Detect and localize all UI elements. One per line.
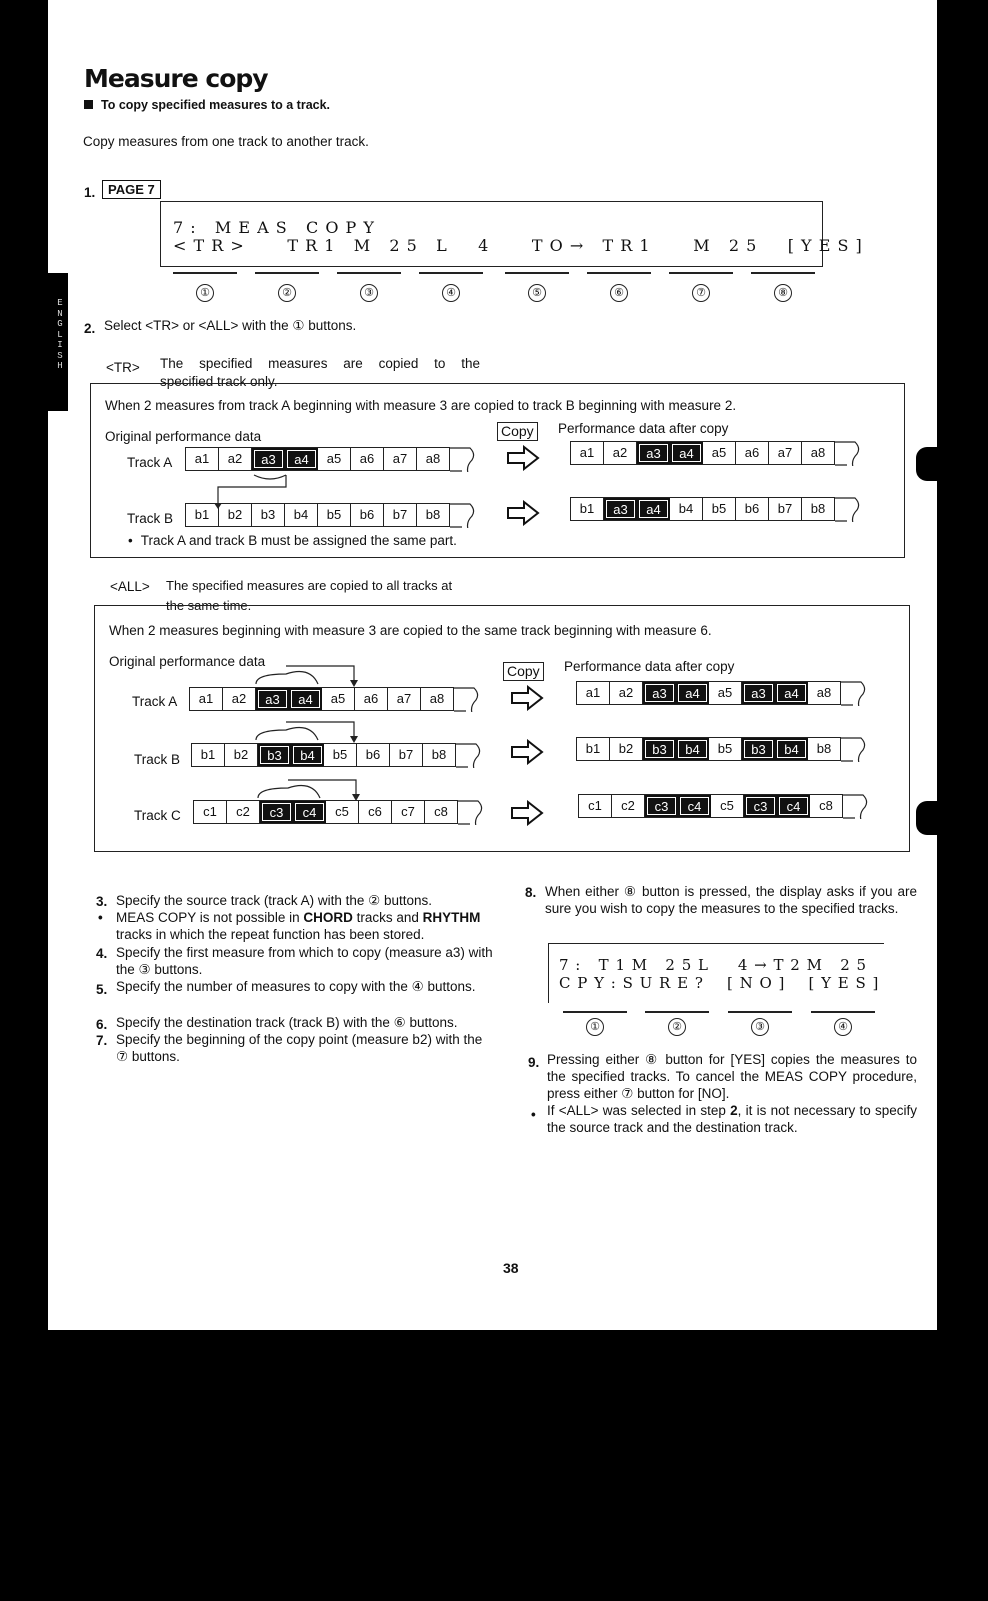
step-number: 7.: [96, 1033, 108, 1048]
step-4-text: Specify the first measure from which to copy (measure a3) with the ③ buttons.: [116, 945, 493, 977]
track-a-label: Track A: [132, 694, 178, 709]
measure-cell: a6: [736, 442, 769, 464]
measure-cell: b3: [252, 504, 285, 526]
chord-rhythm-note: MEAS COPY is not possible in CHORD tracks and RHYTHM tracks in which the repeat function has been stored.: [116, 910, 481, 942]
measure-cell: b6: [351, 504, 384, 526]
measure-cell: a3: [604, 498, 637, 520]
track-b-label: Track B: [127, 511, 174, 526]
measure-cell: b5: [324, 744, 357, 766]
measure-cell: a7: [769, 442, 802, 464]
step-number: 8.: [525, 885, 537, 900]
measure-cell: b2: [219, 504, 252, 526]
measure-cell: a1: [571, 442, 604, 464]
track-continuation-mark: [841, 734, 871, 762]
right-arrow-icon: [506, 445, 540, 471]
step-number: 9.: [528, 1055, 540, 1070]
measure-cell: c6: [359, 801, 392, 823]
side-letter: G: [57, 319, 63, 329]
step-number: 3.: [96, 894, 108, 909]
track-continuation-mark: [835, 438, 865, 466]
measure-cell: a7: [384, 448, 417, 470]
button-number-3: ③: [751, 1018, 769, 1036]
step-number: 1.: [84, 185, 96, 200]
right-arrow-icon: [510, 685, 544, 711]
step-8-text: When either ⑧ button is pressed, the display asks if you are sure you wish to copy the measures to the specified tracks.: [545, 884, 917, 916]
measure-cell: b2: [225, 744, 258, 766]
measure-cell: a7: [388, 688, 421, 710]
tr-text-2: specified track only.: [160, 374, 278, 389]
track-continuation-mark: [458, 797, 488, 825]
measure-cell: c5: [326, 801, 359, 823]
button-number-2: ②: [278, 284, 296, 302]
step-number: 4.: [96, 946, 108, 961]
measure-cell: a5: [322, 688, 355, 710]
measure-cell: c4: [777, 795, 810, 817]
example-2-orig-label: Original performance data: [109, 654, 266, 669]
example-1-after-label: Performance data after copy: [558, 421, 729, 436]
button-number-6: ⑥: [610, 284, 628, 302]
button-number-4: ④: [442, 284, 460, 302]
track-continuation-mark: [456, 740, 486, 768]
side-letter: L: [57, 329, 63, 340]
bullet: •: [531, 1107, 536, 1122]
track-b-after: [570, 497, 835, 521]
measure-cell: c1: [579, 795, 612, 817]
track-a-original: [185, 447, 450, 471]
lcd-display-2: 7 : T 1 M 2 5 L 4 → T 2 M 2 5 C P Y : S U R E ? [ N O ] [ Y E S ]: [548, 943, 884, 1003]
measure-cell: a8: [421, 688, 454, 710]
measure-cell: b3: [258, 744, 291, 766]
measure-cell: a5: [318, 448, 351, 470]
button-number-8: ⑧: [774, 284, 792, 302]
step-3-text: Specify the source track (track A) with the ② buttons.: [116, 893, 432, 908]
measure-cell: c8: [425, 801, 458, 823]
button-number-2: ②: [668, 1018, 686, 1036]
track-b-label: Track B: [134, 752, 181, 767]
measure-cell: a1: [577, 682, 610, 704]
measure-cell: a4: [285, 448, 318, 470]
language-tab-letters: [55, 298, 65, 372]
measure-cell: b5: [318, 504, 351, 526]
right-arrow-icon: [510, 800, 544, 826]
measure-cell: a8: [417, 448, 450, 470]
measure-cell: a8: [808, 682, 841, 704]
measure-cell: a4: [670, 442, 703, 464]
step-7-text: Specify the beginning of the copy point (measure b2) with the ⑦ buttons.: [116, 1032, 483, 1064]
step-9-text: Pressing either ⑧ button for [YES] copies the measures to the specified tracks. To cancel the MEAS COPY procedure, press either ⑦ button for [NO].: [547, 1052, 917, 1101]
measure-cell: a4: [289, 688, 322, 710]
example-1-orig-label: Original performance data: [105, 429, 262, 444]
measure-cell: a1: [186, 448, 219, 470]
example-2-after-label: Performance data after copy: [564, 659, 735, 674]
track-continuation-mark: [835, 494, 865, 522]
lcd-underline: [751, 272, 815, 274]
measure-cell: b3: [742, 738, 775, 760]
measure-cell: a2: [219, 448, 252, 470]
measure-cell: b8: [423, 744, 456, 766]
page-edge-mark: [916, 801, 938, 835]
measure-cell: b6: [357, 744, 390, 766]
measure-cell: a4: [775, 682, 808, 704]
track-continuation-mark: [843, 791, 873, 819]
bullet: •: [98, 910, 103, 925]
example-2-caption: When 2 measures beginning with measure 3 are copied to the same track beginning with measure 6.: [109, 623, 712, 638]
lcd-underline: [728, 1011, 792, 1013]
measure-cell: c3: [645, 795, 678, 817]
right-arrow-icon: [510, 739, 544, 765]
track-b-after: [576, 737, 841, 761]
measure-cell: a2: [610, 682, 643, 704]
measure-cell: b5: [703, 498, 736, 520]
track-continuation-mark: [454, 684, 484, 712]
measure-cell: a5: [703, 442, 736, 464]
step-number: 6.: [96, 1017, 108, 1032]
lcd-underline: [563, 1011, 627, 1013]
step-number: 2.: [84, 321, 96, 336]
lcd-underline: [587, 272, 651, 274]
measure-cell: a4: [676, 682, 709, 704]
tr-text-1: The specified measures are copied to the: [160, 356, 480, 371]
measure-cell: b1: [192, 744, 225, 766]
button-number-7: ⑦: [692, 284, 710, 302]
side-letter: I: [57, 340, 63, 350]
measure-cell: b1: [577, 738, 610, 760]
measure-cell: c4: [678, 795, 711, 817]
measure-cell: b2: [610, 738, 643, 760]
measure-cell: c3: [744, 795, 777, 817]
measure-cell: c5: [711, 795, 744, 817]
button-number-5: ⑤: [528, 284, 546, 302]
measure-cell: b4: [285, 504, 318, 526]
measure-cell: b7: [384, 504, 417, 526]
lcd-underline: [669, 272, 733, 274]
measure-cell: c2: [227, 801, 260, 823]
track-c-after: [578, 794, 843, 818]
example-1-note: • Track A and track B must be assigned the same part.: [128, 533, 457, 548]
measure-cell: b8: [417, 504, 450, 526]
measure-cell: c8: [810, 795, 843, 817]
page-number: 38: [503, 1260, 519, 1276]
lcd-underline: [645, 1011, 709, 1013]
lcd-underline: [255, 272, 319, 274]
page-edge-mark: [916, 447, 938, 481]
measure-cell: c7: [392, 801, 425, 823]
side-letter: H: [57, 361, 63, 371]
measure-cell: c1: [194, 801, 227, 823]
lcd-display-1: 7 : M E A S C O P Y < T R > T R 1 M 2 5 L 4 T O → T R 1 M 2 5 [ Y E S ]: [160, 201, 823, 267]
measure-cell: a8: [802, 442, 835, 464]
track-a-original: [189, 687, 454, 711]
track-c-original: [193, 800, 458, 824]
measure-cell: b4: [676, 738, 709, 760]
measure-cell: b1: [186, 504, 219, 526]
lcd-underline: [173, 272, 237, 274]
measure-cell: a4: [637, 498, 670, 520]
track-a-label: Track A: [127, 455, 173, 470]
measure-cell: b4: [775, 738, 808, 760]
measure-cell: a2: [223, 688, 256, 710]
measure-cell: a3: [643, 682, 676, 704]
measure-cell: b7: [390, 744, 423, 766]
measure-cell: b3: [643, 738, 676, 760]
all-tag: <ALL>: [110, 579, 150, 594]
button-number-4: ④: [834, 1018, 852, 1036]
side-letter: N: [57, 308, 63, 319]
step-6-text: Specify the destination track (track B) with the ⑥ buttons.: [116, 1015, 458, 1030]
measure-cell: c4: [293, 801, 326, 823]
measure-cell: b5: [709, 738, 742, 760]
measure-cell: b8: [808, 738, 841, 760]
all-text-2: the same time.: [166, 598, 252, 613]
copy-label: Copy: [503, 662, 544, 681]
measure-cell: a6: [355, 688, 388, 710]
copy-label: Copy: [497, 422, 538, 441]
track-c-label: Track C: [134, 808, 181, 823]
measure-cell: a6: [351, 448, 384, 470]
lcd-underline: [811, 1011, 875, 1013]
measure-cell: b8: [802, 498, 835, 520]
measure-cell: a2: [604, 442, 637, 464]
track-a-after: [576, 681, 841, 705]
copy-bracket-b: [250, 716, 370, 746]
button-number-3: ③: [360, 284, 378, 302]
subtitle: To copy specified measures to a track.: [84, 98, 330, 112]
track-continuation-mark: [450, 444, 480, 472]
measure-cell: b6: [736, 498, 769, 520]
tr-tag: <TR>: [106, 360, 140, 375]
track-continuation-mark: [450, 500, 480, 528]
track-a-after: [570, 441, 835, 465]
copy-bracket-a: [250, 660, 370, 690]
side-letter: E: [57, 298, 63, 308]
all-text-1: The specified measures are copied to all tracks at: [166, 578, 453, 593]
lcd-underline: [419, 272, 483, 274]
example-1-caption: When 2 measures from track A beginning with measure 3 are copied to track B beginning with measure 2.: [105, 398, 737, 413]
measure-cell: c2: [612, 795, 645, 817]
measure-cell: a1: [190, 688, 223, 710]
track-b-original: [191, 743, 456, 767]
step-number: 5.: [96, 982, 108, 997]
page-label: PAGE 7: [102, 180, 161, 199]
track-continuation-mark: [841, 678, 871, 706]
measure-cell: b7: [769, 498, 802, 520]
lcd-underline: [337, 272, 401, 274]
measure-cell: c3: [260, 801, 293, 823]
page-title: Measure copy: [84, 64, 268, 93]
step-5-text: Specify the number of measures to copy with the ④ buttons.: [116, 979, 476, 994]
measure-cell: a3: [256, 688, 289, 710]
all-mode-note: If <ALL> was selected in step 2, it is not necessary to specify the source track and the destination track.: [547, 1103, 918, 1135]
right-arrow-icon: [506, 500, 540, 526]
button-number-1: ①: [196, 284, 214, 302]
button-number-1: ①: [586, 1018, 604, 1036]
step-2-text: Select <TR> or <ALL> with the ① buttons.: [104, 318, 357, 333]
measure-cell: a5: [709, 682, 742, 704]
lcd-underline: [505, 272, 569, 274]
side-letter: S: [57, 350, 63, 361]
measure-cell: b4: [291, 744, 324, 766]
measure-cell: b1: [571, 498, 604, 520]
measure-cell: a3: [252, 448, 285, 470]
measure-cell: a3: [742, 682, 775, 704]
measure-cell: a3: [637, 442, 670, 464]
track-b-original: [185, 503, 450, 527]
intro-text: Copy measures from one track to another track.: [83, 134, 369, 149]
measure-cell: b4: [670, 498, 703, 520]
